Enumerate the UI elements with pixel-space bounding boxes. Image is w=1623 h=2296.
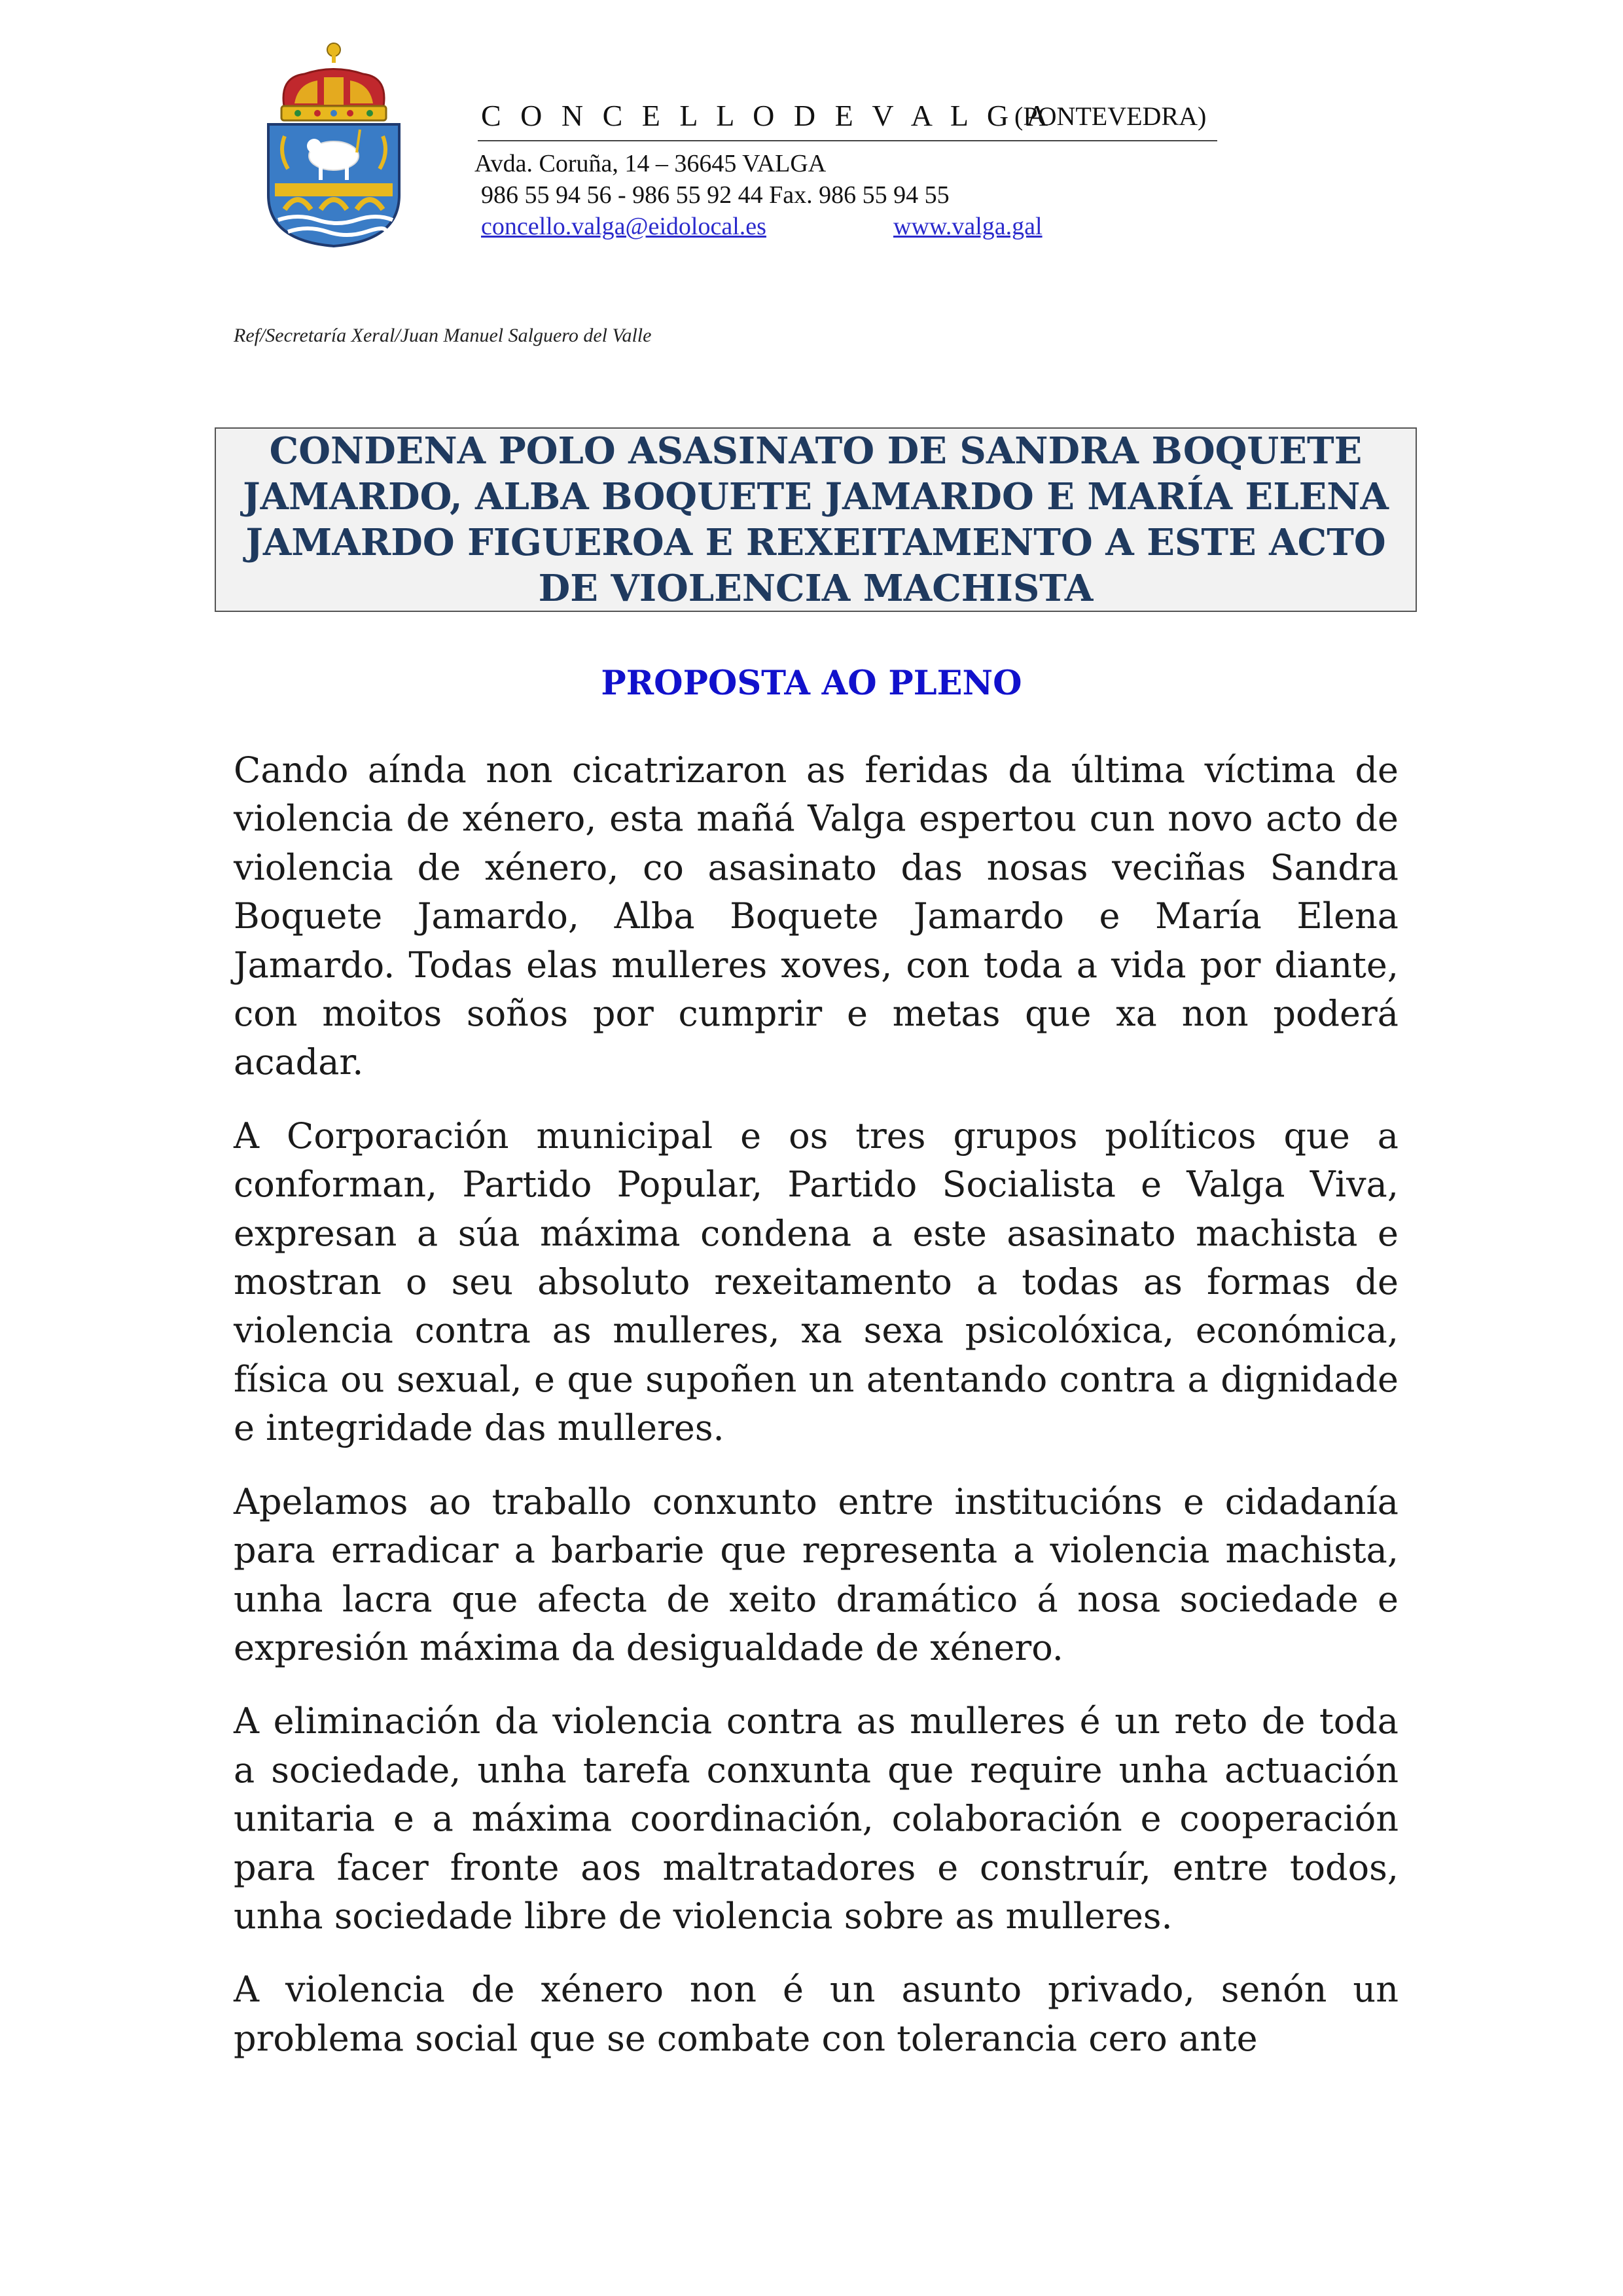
body-paragraph: Cando aínda non cicatrizaron as feridas da última víctima de violencia de xénero, esta mañá Valga espertou cun novo acto de violencia de xénero, co asasinato das nosas veciñas Sandra Boquete Jamardo, Alba Boquete Jamardo e María Elena Jamardo. Todas elas mulleres xoves, con toda a vida por diante, con moitos soños por cumprir e metas que xa non poderá acadar. (234, 749, 1399, 1083)
body-paragraph: A eliminación da violencia contra as mulleres é un reto de toda a sociedade, unha tarefa conxunta que require unha actuación unitaria e a máxima coordinación, colaboración e cooperación para facer fronte aos maltratadores e construír, entre todos, unha sociedade libre de violencia sobre as mulleres. (234, 1700, 1399, 1937)
document-body (234, 746, 1399, 2088)
header-divider (478, 140, 1217, 141)
email-link[interactable]: concello.valga@eidolocal.es (481, 213, 766, 240)
document-title: CONDENA POLO ASASINATO DE SANDRA BOQUETE JAMARDO, ALBA BOQUETE JAMARDO E MARÍA ELENA JAMARDO FIGUEROA E REXEITAMENTO A ESTE ACTO DE VIOLENCIA MACHISTA (243, 429, 1389, 610)
council-title (481, 98, 1221, 133)
website-link[interactable]: www.valga.gal (893, 213, 1043, 240)
body-paragraph: A Corporación municipal e os tres grupos políticos que a conforman, Partido Popular, Partido Socialista e Valga Viva, expresan a súa máxima condena a este asasinato machista e mostran o seu absoluto rexeitamento a todas as formas de violencia contra as mulleres, xa sexa psicolóxica, económica, física ou sexual, e que supoñen un atentando contra a dignidade e integridade das mulleres. (234, 1115, 1399, 1449)
body-paragraph: Apelamos ao traballo conxunto entre institucións e cidadanía para erradicar a barbarie que representa a violencia machista, unha lacra que afecta de xeito dramático á nosa sociedade e expresión máxima da desigualdade de xénero. (234, 1480, 1399, 1668)
address-line: Avda. Coruña, 14 – 36645 VALGA (474, 150, 827, 177)
title-box (215, 427, 1417, 612)
reference-line: Ref/Secretaría Xeral/Juan Manuel Salguero del Valle (234, 325, 652, 346)
phone-line: 986 55 94 56 - 986 55 92 44 Fax. 986 55 94 55 (481, 181, 950, 209)
body-paragraph: A violencia de xénero non é un asunto privado, senón un problema social que se combate con tolerancia cero ante (234, 1969, 1399, 2059)
council-name: C O N C E L L O D E V A L G A (481, 99, 1054, 132)
contact-links (481, 212, 1135, 241)
province-label: (PONTEVEDRA) (1014, 101, 1207, 131)
proposal-heading: PROPOSTA AO PLENO (601, 664, 1022, 703)
coat-of-arms-icon (259, 38, 409, 247)
